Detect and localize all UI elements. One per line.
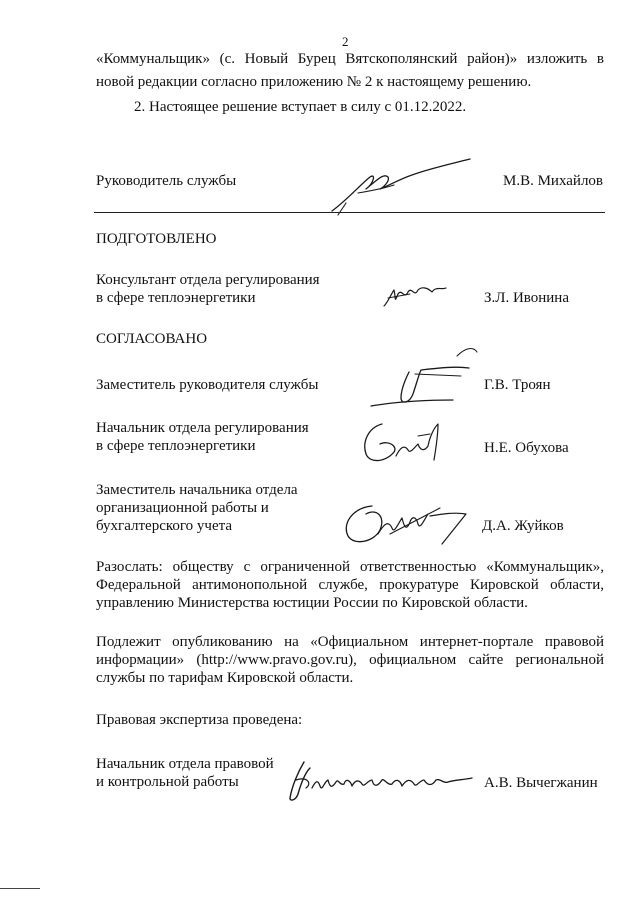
deputy-dept-title-line-1: Заместитель начальника отдела (96, 482, 298, 498)
deputy-dept-title-line-2: организационной работы и (96, 500, 269, 516)
distribution-line-1: Разослать: обществу с ограниченной ответственностью «Коммунальщик», (96, 559, 604, 575)
reg-head-name: Н.Е. Обухова (484, 440, 569, 456)
head-signature (318, 155, 478, 217)
reg-head-signature (358, 414, 458, 468)
publication-line-2: информации» (http://www.pravo.gov.ru), официальном сайте региональной (96, 652, 604, 668)
deputy-head-name: Г.В. Троян (484, 377, 551, 393)
legal-head-title-line-2: и контрольной работы (96, 774, 239, 790)
prepared-title-line-1: Консультант отдела регулирования (96, 272, 320, 288)
legal-head-name: А.В. Вычегжанин (484, 775, 598, 791)
distribution-line-2: Федеральной антимонопольной службе, прокуратуре Кировской области, (96, 577, 604, 593)
continuation-line-1: «Коммунальщик» (с. Новый Бурец Вятскополянский район)» изложить в (96, 51, 604, 67)
reg-head-title-line-1: Начальник отдела регулирования (96, 420, 309, 436)
legal-review-note: Правовая экспертиза проведена: (96, 712, 303, 728)
reg-head-title-line-2: в сфере теплоэнергетики (96, 438, 256, 454)
legal-head-title-line-1: Начальник отдела правовой (96, 756, 274, 772)
prepared-signature (380, 280, 460, 310)
page-number: 2 (342, 34, 349, 49)
publication-line-3: службы по тарифам Кировской области. (96, 670, 354, 686)
deputy-dept-name: Д.А. Жуйков (482, 518, 564, 534)
deputy-head-signature (365, 344, 480, 408)
footer-mark (0, 888, 40, 889)
agreed-heading: СОГЛАСОВАНО (96, 331, 208, 347)
head-title: Руководитель службы (96, 173, 237, 189)
prepared-title-line-2: в сфере теплоэнергетики (96, 290, 256, 306)
head-divider-line (94, 212, 605, 213)
item-2-effective-date: 2. Настоящее решение вступает в силу с 01.12.2022. (134, 99, 467, 115)
publication-line-1: Подлежит опубликованию на «Официальном интернет-портале правовой (96, 634, 604, 650)
deputy-dept-title-line-3: бухгалтерского учета (96, 518, 233, 534)
distribution-line-3: управлению Министерства юстиции России по Кировской области. (96, 595, 528, 611)
prepared-name: З.Л. Ивонина (484, 290, 569, 306)
prepared-heading: ПОДГОТОВЛЕНО (96, 231, 217, 247)
continuation-line-2: новой редакции согласно приложению № 2 к настоящему решению. (96, 74, 532, 90)
deputy-dept-signature (338, 494, 470, 550)
legal-head-signature (282, 758, 478, 804)
deputy-head-title: Заместитель руководителя службы (96, 377, 319, 393)
head-name: М.В. Михайлов (503, 173, 604, 189)
